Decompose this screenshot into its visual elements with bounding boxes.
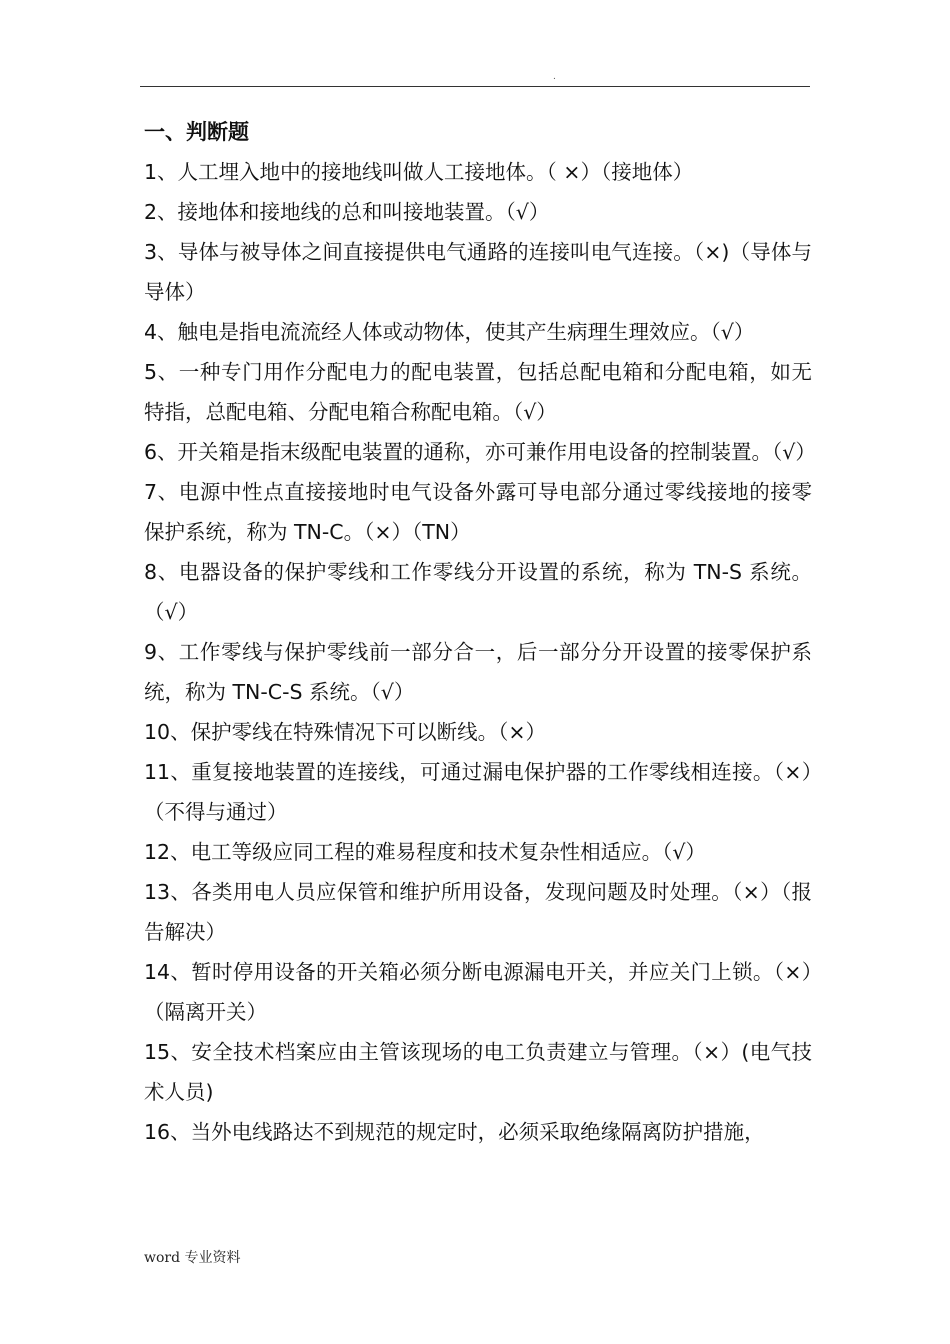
question-item: 5、一种专门用作分配电力的配电装置，包括总配电箱和分配电箱，如无特指，总配电箱、分配电箱合称配电箱。（√） — [144, 360, 812, 424]
question-item: 12、电工等级应同工程的难易程度和技术复杂性相适应。（√） — [144, 840, 706, 864]
footer-label: word 专业资料 — [144, 1250, 241, 1266]
question-item: 16、当外电线路达不到规范的规定时，必须采取绝缘隔离防护措施， — [144, 1120, 765, 1144]
question-item: 6、开关箱是指末级配电装置的通称，亦可兼作用电设备的控制装置。（√） — [144, 440, 816, 464]
question-item: 2、接地体和接地线的总和叫接地装置。（√） — [144, 200, 550, 224]
question-item: 10、保护零线在特殊情况下可以断线。（×） — [144, 720, 547, 744]
question-item: 15、安全技术档案应由主管该现场的电工负责建立与管理。（×）(电气技术人员) — [144, 1040, 812, 1104]
question-item: 4、触电是指电流流经人体或动物体，使其产生病理生理效应。（√） — [144, 320, 755, 344]
section-title: 一、判断题 — [144, 120, 249, 144]
question-item: 14、暂时停用设备的开关箱必须分断电源漏电开关，并应关门上锁。（×）（隔离开关） — [144, 960, 812, 1024]
question-item: 8、电器设备的保护零线和工作零线分开设置的系统，称为 TN-S 系统。（√） — [144, 560, 812, 624]
header-mark: . — [553, 72, 556, 82]
question-item: 13、各类用电人员应保管和维护所用设备，发现问题及时处理。（×）（报告解决） — [144, 880, 812, 944]
question-item: 3、导体与被导体之间直接提供电气通路的连接叫电气连接。（×)（导体与导体） — [144, 240, 812, 304]
question-item: 7、电源中性点直接接地时电气设备外露可导电部分通过零线接地的接零保护系统，称为 TN-C。（×）（TN） — [144, 480, 812, 544]
header-rule — [140, 86, 810, 87]
question-item: 9、工作零线与保护零线前一部分合一，后一部分分开设置的接零保护系统，称为 TN-C-S 系统。（√） — [144, 640, 812, 704]
question-item: 1、人工埋入地中的接地线叫做人工接地体。（ ×）（接地体） — [144, 160, 694, 184]
question-list — [144, 112, 816, 1152]
question-item: 11、重复接地装置的连接线，可通过漏电保护器的工作零线相连接。（×）（不得与通过） — [144, 760, 812, 824]
